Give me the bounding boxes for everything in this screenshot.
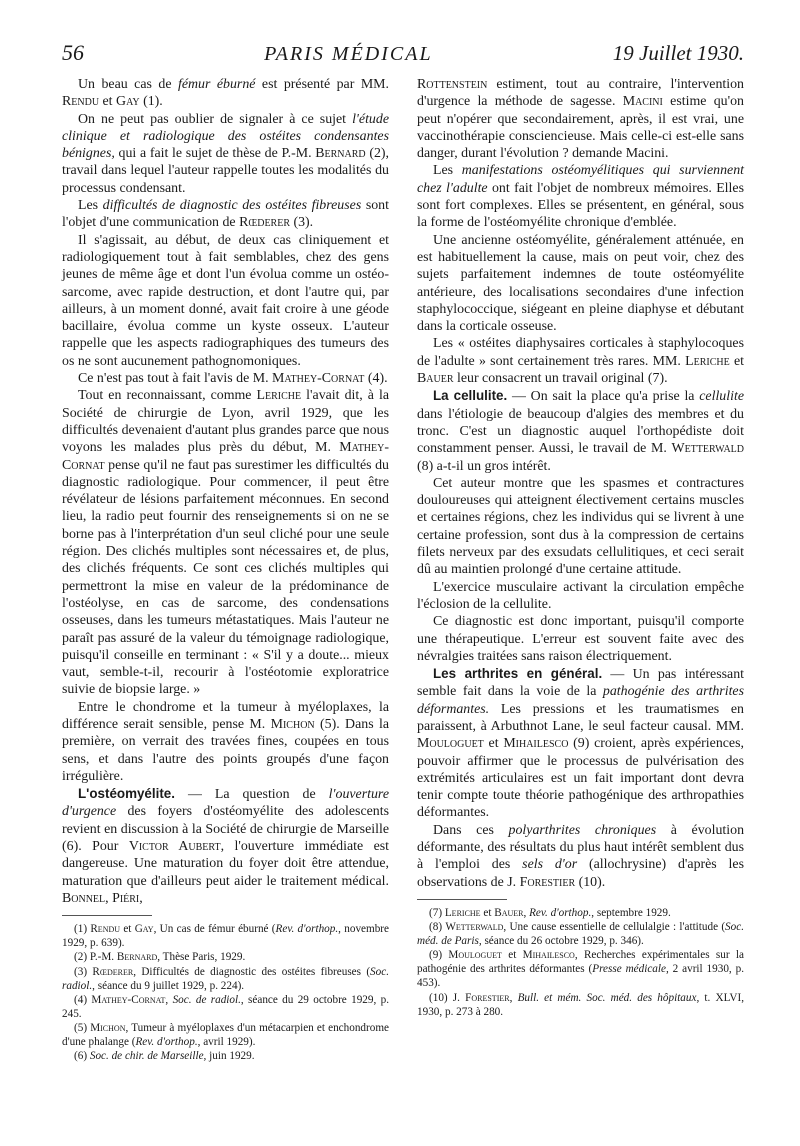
paragraph: On ne peut pas oublier de signaler à ce sujet l'étude clinique et radiologique des ostéites condensantes bénignes, qui a fait le sujet de thèse de P.-M. Bernard (2), travail dans lequel l'auteur rappelle toutes les modalités du processus condensant. [62,111,389,196]
footnote: (8) Wetterwald, Une cause essentielle de cellulalgie : l'attitude (Soc. méd. de Paris, séance du 26 octobre 1929, p. 346). [417,921,744,948]
section-paragraph: L'ostéomyélite. — La question de l'ouverture d'urgence des foyers d'ostéomyélite des adolescents revient en discussion à la Société de chirurgie de Marseille (6). Pour Victor Aubert, l'ouverture immédiate est dangereuse. Une maturation du foyer doit être attendue, maturation que d'ailleurs peut aider le traitement médical. Bonnel, Piéri, [62,786,390,906]
left-column [62,76,389,1063]
section-heading: Les arthrites en général. [433,666,603,682]
footnote: (5) Michon, Tumeur à myéloplaxes d'un métacarpien et enchondrome d'une phalange (Rev. d'orthop., avril 1929). [62,1021,389,1048]
paragraph: Ce diagnostic est donc important, puisqu'il comporte une thérapeutique. L'erreur est souvent faite avec des névralgies traitées sans raison électriquement. [417,614,744,664]
issue-date: 19 Juillet 1930. [612,41,744,65]
paragraph: Ce n'est pas tout à fait l'avis de M. Mathey-Cornat (4). [78,371,388,387]
footnote: (6) Soc. de chir. de Marseille, juin 1929. [74,1050,255,1063]
paragraph: Cet auteur montre que les spasmes et contractures douloureuses qui atteignent électivement certains muscles et certaines régions, chez les individus qui se livrent à une certaine profession, sont dus à la compression de certains filets nerveux par des exsudats cellulitiques, et ceci serait dû au maintien prolongé d'une certaine attitude. [417,475,744,578]
footnote-rule [62,915,152,916]
section-paragraph: Les arthrites en général. — Un pas intéressant semble fait dans la voie de la pathogénie des arthrites déformantes. Les pressions et les traumatismes en paraissent, à Arbuthnot Lane, le seul facteur causal. MM. Mouloguet et Mihailesco (9) croient, après expériences, pouvoir affirmer que le processus de pulvérisation des extrémités articulaires est un fait important dont devra tenir compte toute théorie pathogénique des arthropathies déformantes. [417,666,744,821]
paragraph: Une ancienne ostéomyélite, généralement atténuée, en est habituellement la cause, mais on peut voir, chez des sujets parfaitement indemnes de toute ostéomyélite antérieure, des localisations secondaires d'une infection staphylococcique, siégeant en pleine diaphyse et débutant dans la corticale osseuse. [417,232,744,335]
paragraph: Entre le chondrome et la tumeur à myéloplaxes, la différence serait sensible, pense M. Michon (5). Dans la première, on verrait des travées fines, coupées en tous sens, et dans l'autre des points groupés d'une façon irrégulière. [62,699,389,784]
paragraph: Rottenstein estiment, tout au contraire, l'intervention d'urgence la méthode de sagesse. Macini estime qu'on peut n'opérer que secondairement, après, il est vrai, une vaccinothérapie consciencieuse. Mais celle-ci est-elle sans danger, durant l'évolution ? demande Macini. [417,77,744,162]
journal-title: PARIS MÉDICAL [264,43,433,65]
section-paragraph: La cellulite. — On sait la place qu'a prise la cellulite dans l'étiologie de beaucoup d'algies des membres et du tronc. C'est un diagnostic auquel l'orthopédiste doit constamment penser. Aussi, le travail de M. Wetterwald (8) a-t-il un gros intérêt. [417,388,744,474]
footnote: (4) Mathey-Cornat, Soc. de radiol., séance du 29 octobre 1929, p. 245. [62,993,390,1020]
right-column [417,76,744,1063]
section-heading: La cellulite. [433,388,508,404]
paragraph: Les « ostéites diaphysaires corticales à staphylocoques de l'adulte » sont certainement très rares. MM. Leriche et Bauer leur consacrent un travail original (7). [417,336,744,387]
paragraph: Un beau cas de fémur éburné est présenté par MM. Rendu et Gay (1). [62,77,390,110]
body-columns [62,76,744,1063]
footnotes-left [62,922,389,1063]
paragraph: Il s'agissait, au début, de deux cas cliniquement et radiologiquement tout à fait semblables, chez des gens jeunes de même âge et dont l'un évolua comme un ostéo-sarcome, avec rapide destruction, et dont l'autre qui, par ailleurs, à un moment donné, avait fait croire à une géode bacillaire, évolua comme un kyste osseux. L'auteur rappelle que les aspects radiographiques des tumeurs des os ne sont aucunement pathognomoniques. [62,232,389,369]
paragraph: L'exercice musculaire activant la circulation empêche l'éclosion de la cellulite. [417,579,744,612]
footnote-rule [417,899,507,900]
paragraph: Les manifestations ostéomyélitiques qui surviennent chez l'adulte ont fait l'objet de nombreux mémoires. Elles sont fort complexes. Elles se présentent, en général, sous la forme de l'ostéomyélite chronique d'emblée. [417,163,744,231]
footnote: (1) Rendu et Gay, Un cas de fémur éburné (Rev. d'orthop., novembre 1929, p. 639). [62,923,389,950]
section-heading: L'ostéomyélite. [78,786,175,802]
footnotes-right [417,906,744,1019]
paragraph: Dans ces polyarthrites chroniques à évolution déformante, des résultats du plus haut intérêt semblent dus à l'emploi des sels d'or (allochrysine) d'après les observations de J. Forestier (10). [417,822,745,890]
page [62,40,745,1063]
footnote: (3) Rœderer, Difficultés de diagnostic des ostéites fibreuses (Soc. radiol., séance du 9 juillet 1929, p. 224). [62,965,389,992]
paragraph: Tout en reconnaissant, comme Leriche l'avait dit, à la Société de chirurgie de Lyon, avril 1929, que les difficultés devenaient d'autant plus grandes parce que nous voyons les malades plus près du début, M. Mathey-Cornat pense qu'il ne faut pas surestimer les difficultés du diagnostic radiologique. Pour commencer, il peut être révélateur de lésions parfaitement méconnues. En second lieu, la radio peut fournir des renseignements si on ne se borne pas à l'interprétation d'un seul cliché pour une seule région. Des clichés multiples sont nécessaires et, de plus, des clichés fréquents. Ce sont ces clichés multiples qui permettront la mise en valeur de la prédominance de l'ostéolyse, en cas de sarcome, des condensations osseuses, dans les tumeurs métastatiques. Mais l'auteur ne paraît pas assuré de la valeur du témoignage radiologique, puisqu'il conseille en terminant : « S'il y a doute... mieux vaut, semble-t-il, recourir à l'ostéotomie exploratrice suivie de biopsie large. » [62,388,389,698]
footnote: (9) Mouloguet et Mihailesco, Recherches expérimentales sur la pathogénie des arthrites déformantes (Presse médicale, 2 avril 1930, p. 453). [417,949,745,990]
footnote: (7) Leriche et Bauer, Rev. d'orthop., septembre 1929. [429,906,671,919]
footnote: (10) J. Forestier, Bull. et mém. Soc. méd. des hôpitaux, t. XLVI, 1930, p. 273 à 280. [417,991,744,1018]
paragraph: Les difficultés de diagnostic des ostéites fibreuses sont l'objet d'une communication de Rœderer (3). [62,198,389,231]
footnote: (2) P.-M. Bernard, Thèse Paris, 1929. [74,951,246,964]
page-number: 56 [62,40,84,65]
running-header [62,40,744,70]
